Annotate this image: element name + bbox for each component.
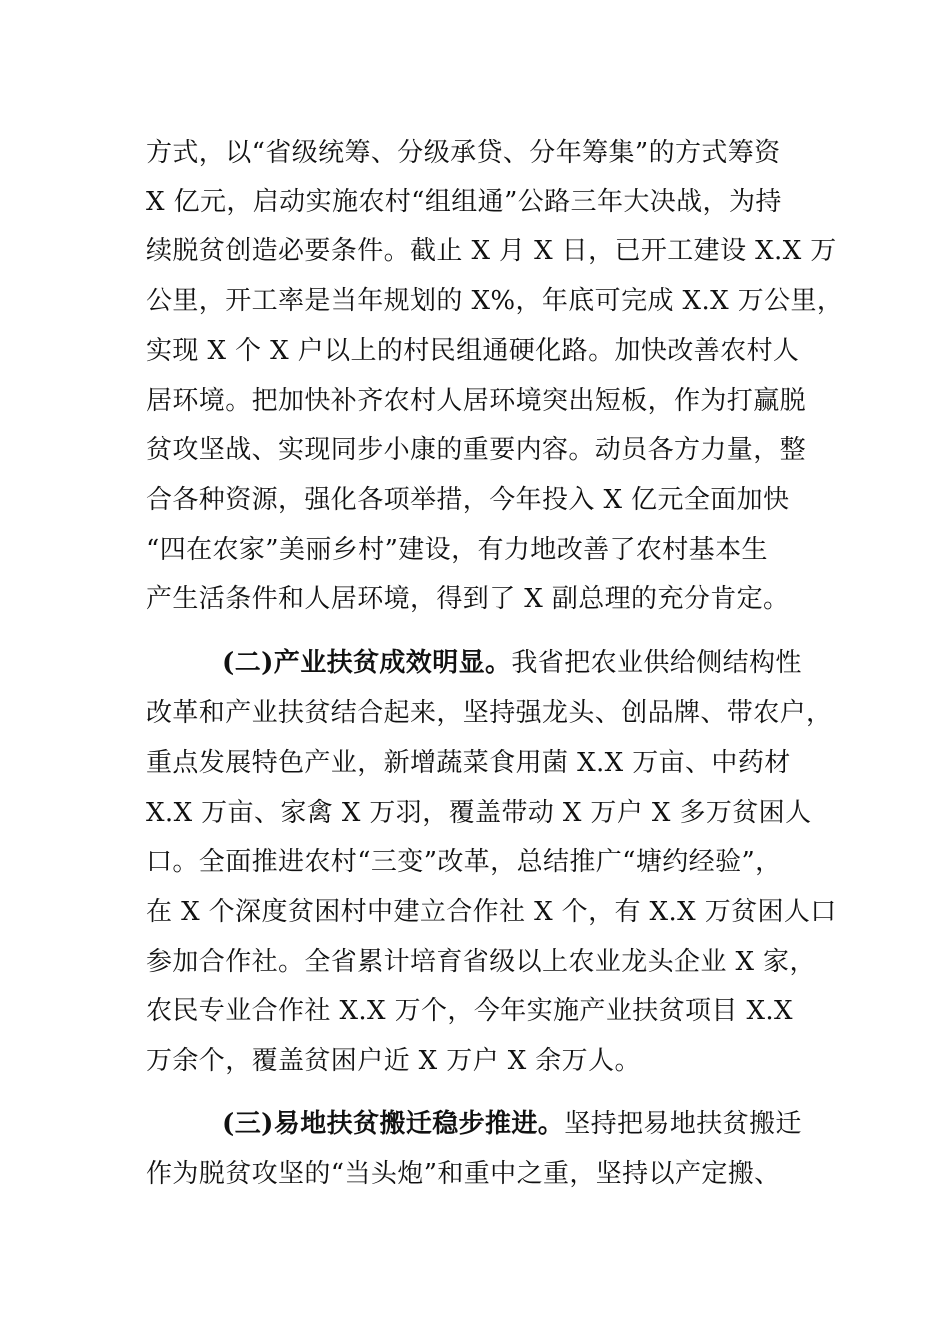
text-line: 改革和产业扶贫结合起来，坚持强龙头、创品牌、带农户， xyxy=(146,698,833,728)
text-line: “四在农家”美丽乡村”建设，有力地改善了农村基本生 xyxy=(146,535,768,565)
text-line: 作为脱贫攻坚的“当头炮”和重中之重，坚持以产定搬、 xyxy=(146,1159,781,1189)
text-line: 农民专业合作社 X.X 万个，今年实施产业扶贫项目 X.X xyxy=(146,996,793,1026)
text-line: 公里，开工率是当年规划的 X%，年底可完成 X.X 万公里， xyxy=(146,286,844,316)
section-heading: (三)易地扶贫搬迁稳步推进。 xyxy=(222,1109,565,1139)
text-line: 重点发展特色产业，新增蔬菜食用菌 X.X 万亩、中药材 xyxy=(146,748,791,778)
text-line: 产生活条件和人居环境，得到了 X 副总理的充分肯定。 xyxy=(146,584,790,614)
text-line: 在 X 个深度贫困村中建立合作社 X 个，有 X.X 万贫困人口 xyxy=(146,897,837,927)
section-first-line xyxy=(222,646,806,680)
text-line: 实现 X 个 X 户以上的村民组通硬化路。加快改善农村人 xyxy=(146,336,800,366)
text-line: 贫攻坚战、实现同步小康的重要内容。动员各方力量，整 xyxy=(146,435,807,465)
section-heading: (二)产业扶贫成效明显。 xyxy=(222,648,512,678)
text-line: 合各种资源，强化各项举措，今年投入 X 亿元全面加快 xyxy=(146,485,790,515)
text-line: 续脱贫创造必要条件。截止 X 月 X 日，已开工建设 X.X 万 xyxy=(146,236,837,266)
section-first-line xyxy=(222,1107,806,1141)
text-line: 万余个，覆盖贫困户近 X 万户 X 余万人。 xyxy=(146,1046,641,1076)
text-line: 口。全面推进农村“三变”改革，总结推广“塘约经验”， xyxy=(146,847,782,877)
section-text: 坚持把易地扶贫搬迁 xyxy=(564,1109,802,1139)
section-text: 我省把农业供给侧结构性 xyxy=(511,648,802,678)
text-line: X.X 万亩、家禽 X 万羽，覆盖带动 X 万户 X 多万贫困人 xyxy=(146,798,812,828)
text-line: X 亿元，启动实施农村“组组通”公路三年大决战，为持 xyxy=(146,187,782,217)
text-line: 居环境。把加快补齐农村人居环境突出短板，作为打赢脱 xyxy=(146,386,807,416)
text-line: 方式，以“省级统筹、分级承贷、分年筹集”的方式筹资 xyxy=(146,138,781,168)
text-line: 参加合作社。全省累计培育省级以上农业龙头企业 X 家， xyxy=(146,947,816,977)
